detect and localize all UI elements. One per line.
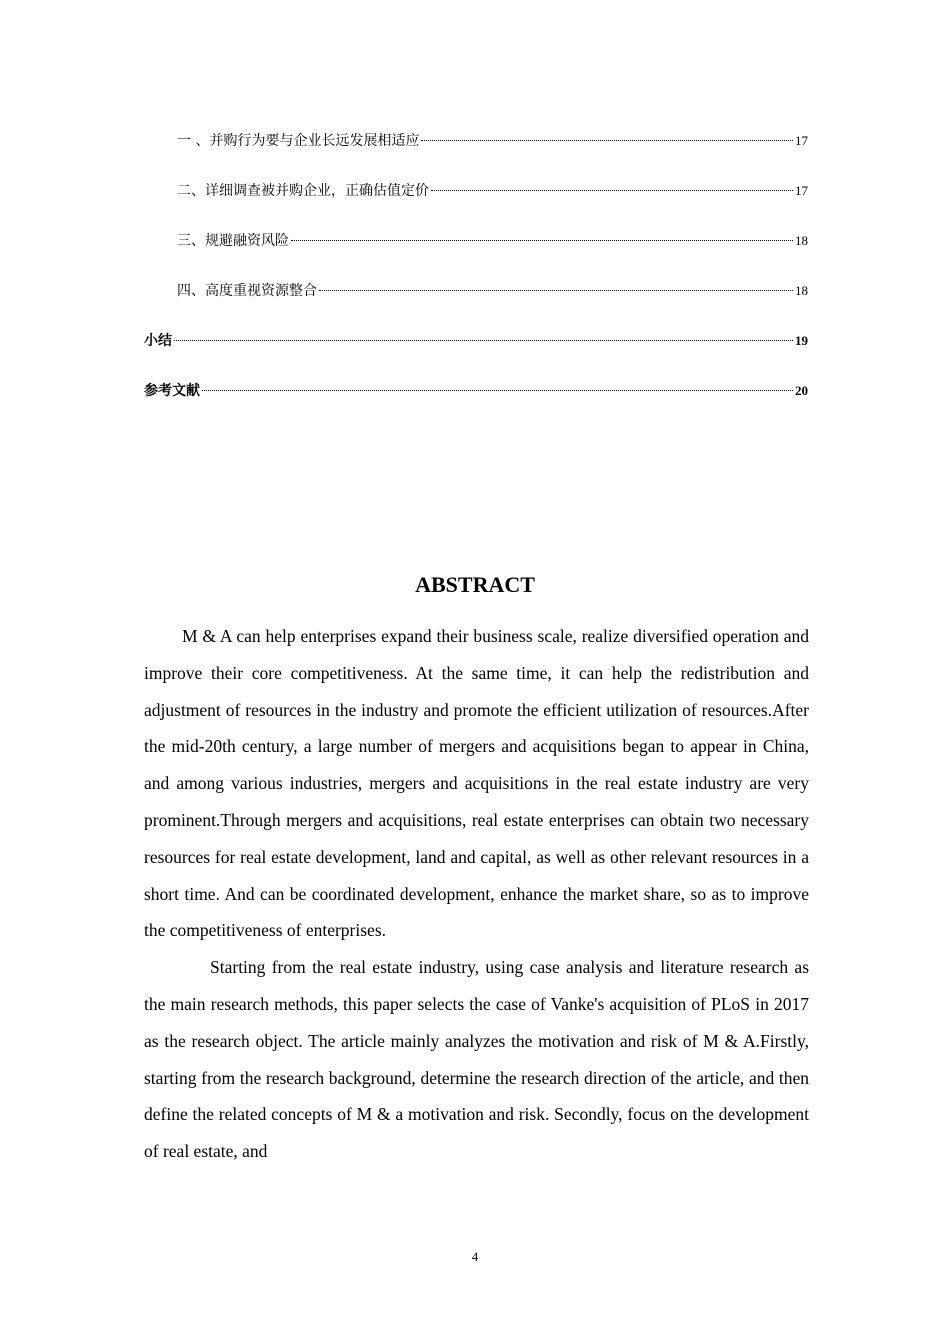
- abstract-title: ABSTRACT: [415, 572, 535, 597]
- toc-dot-leader: [202, 390, 793, 391]
- toc-entry-page: 18: [795, 233, 808, 248]
- toc-dot-leader: [431, 190, 793, 191]
- page-number: 4: [471, 1249, 479, 1264]
- toc-entry-label: 参考文献: [144, 383, 200, 399]
- toc-entry[interactable]: [144, 280, 808, 330]
- toc-entry-label: 四、高度重视资源整合: [177, 283, 317, 299]
- table-of-contents: [144, 130, 808, 430]
- toc-entry-label: 二、详细调查被并购企业，正确估值定价: [177, 183, 429, 199]
- abstract-paragraph: Starting from the real estate industry, using case analysis and literature research as the main research methods, this paper selects the case of Vanke's acquisition of PLoS in 2017 as the research object. The article mainly analyzes the motivation and risk of M & A.Firstly, starting from the research background, determine the research direction of the article, and then define the related concepts of M & a motivation and risk. Secondly, focus on the development of real estate, and: [144, 957, 809, 1162]
- toc-entry-label: 小结: [144, 333, 172, 349]
- toc-entry-page: 17: [795, 183, 808, 198]
- toc-dot-leader: [319, 290, 793, 291]
- toc-entry-page: 19: [795, 333, 808, 348]
- toc-dot-leader: [291, 240, 793, 241]
- toc-dot-leader: [174, 340, 793, 341]
- toc-entry-page: 18: [795, 283, 808, 298]
- toc-entry-page: 17: [795, 133, 808, 148]
- abstract-body: [144, 618, 809, 1170]
- toc-entry[interactable]: [144, 130, 808, 180]
- toc-entry[interactable]: [144, 380, 808, 430]
- toc-entry-label: 三、规避融资风险: [177, 233, 289, 249]
- toc-entry-label: 一 、并购行为要与企业长远发展相适应: [177, 133, 420, 149]
- toc-entry-page: 20: [795, 383, 808, 398]
- toc-entry[interactable]: [144, 330, 808, 380]
- abstract-paragraph: M & A can help enterprises expand their business scale, realize diversified operation and improve their core competitiveness. At the same time, it can help the redistribution and adjustment of resources in the industry and promote the efficient utilization of resources.After the mid-20th century, a large number of mergers and acquisitions began to appear in China, and among various industries, mergers and acquisitions in the real estate industry are very prominent.Through mergers and acquisitions, real estate enterprises can obtain two necessary resources for real estate development, land and capital, as well as other relevant resources in a short time. And can be coordinated development, enhance the market share, so as to improve the competitiveness of enterprises.: [144, 626, 809, 941]
- toc-entry[interactable]: [144, 230, 808, 280]
- toc-dot-leader: [421, 140, 793, 141]
- toc-entry[interactable]: [144, 180, 808, 230]
